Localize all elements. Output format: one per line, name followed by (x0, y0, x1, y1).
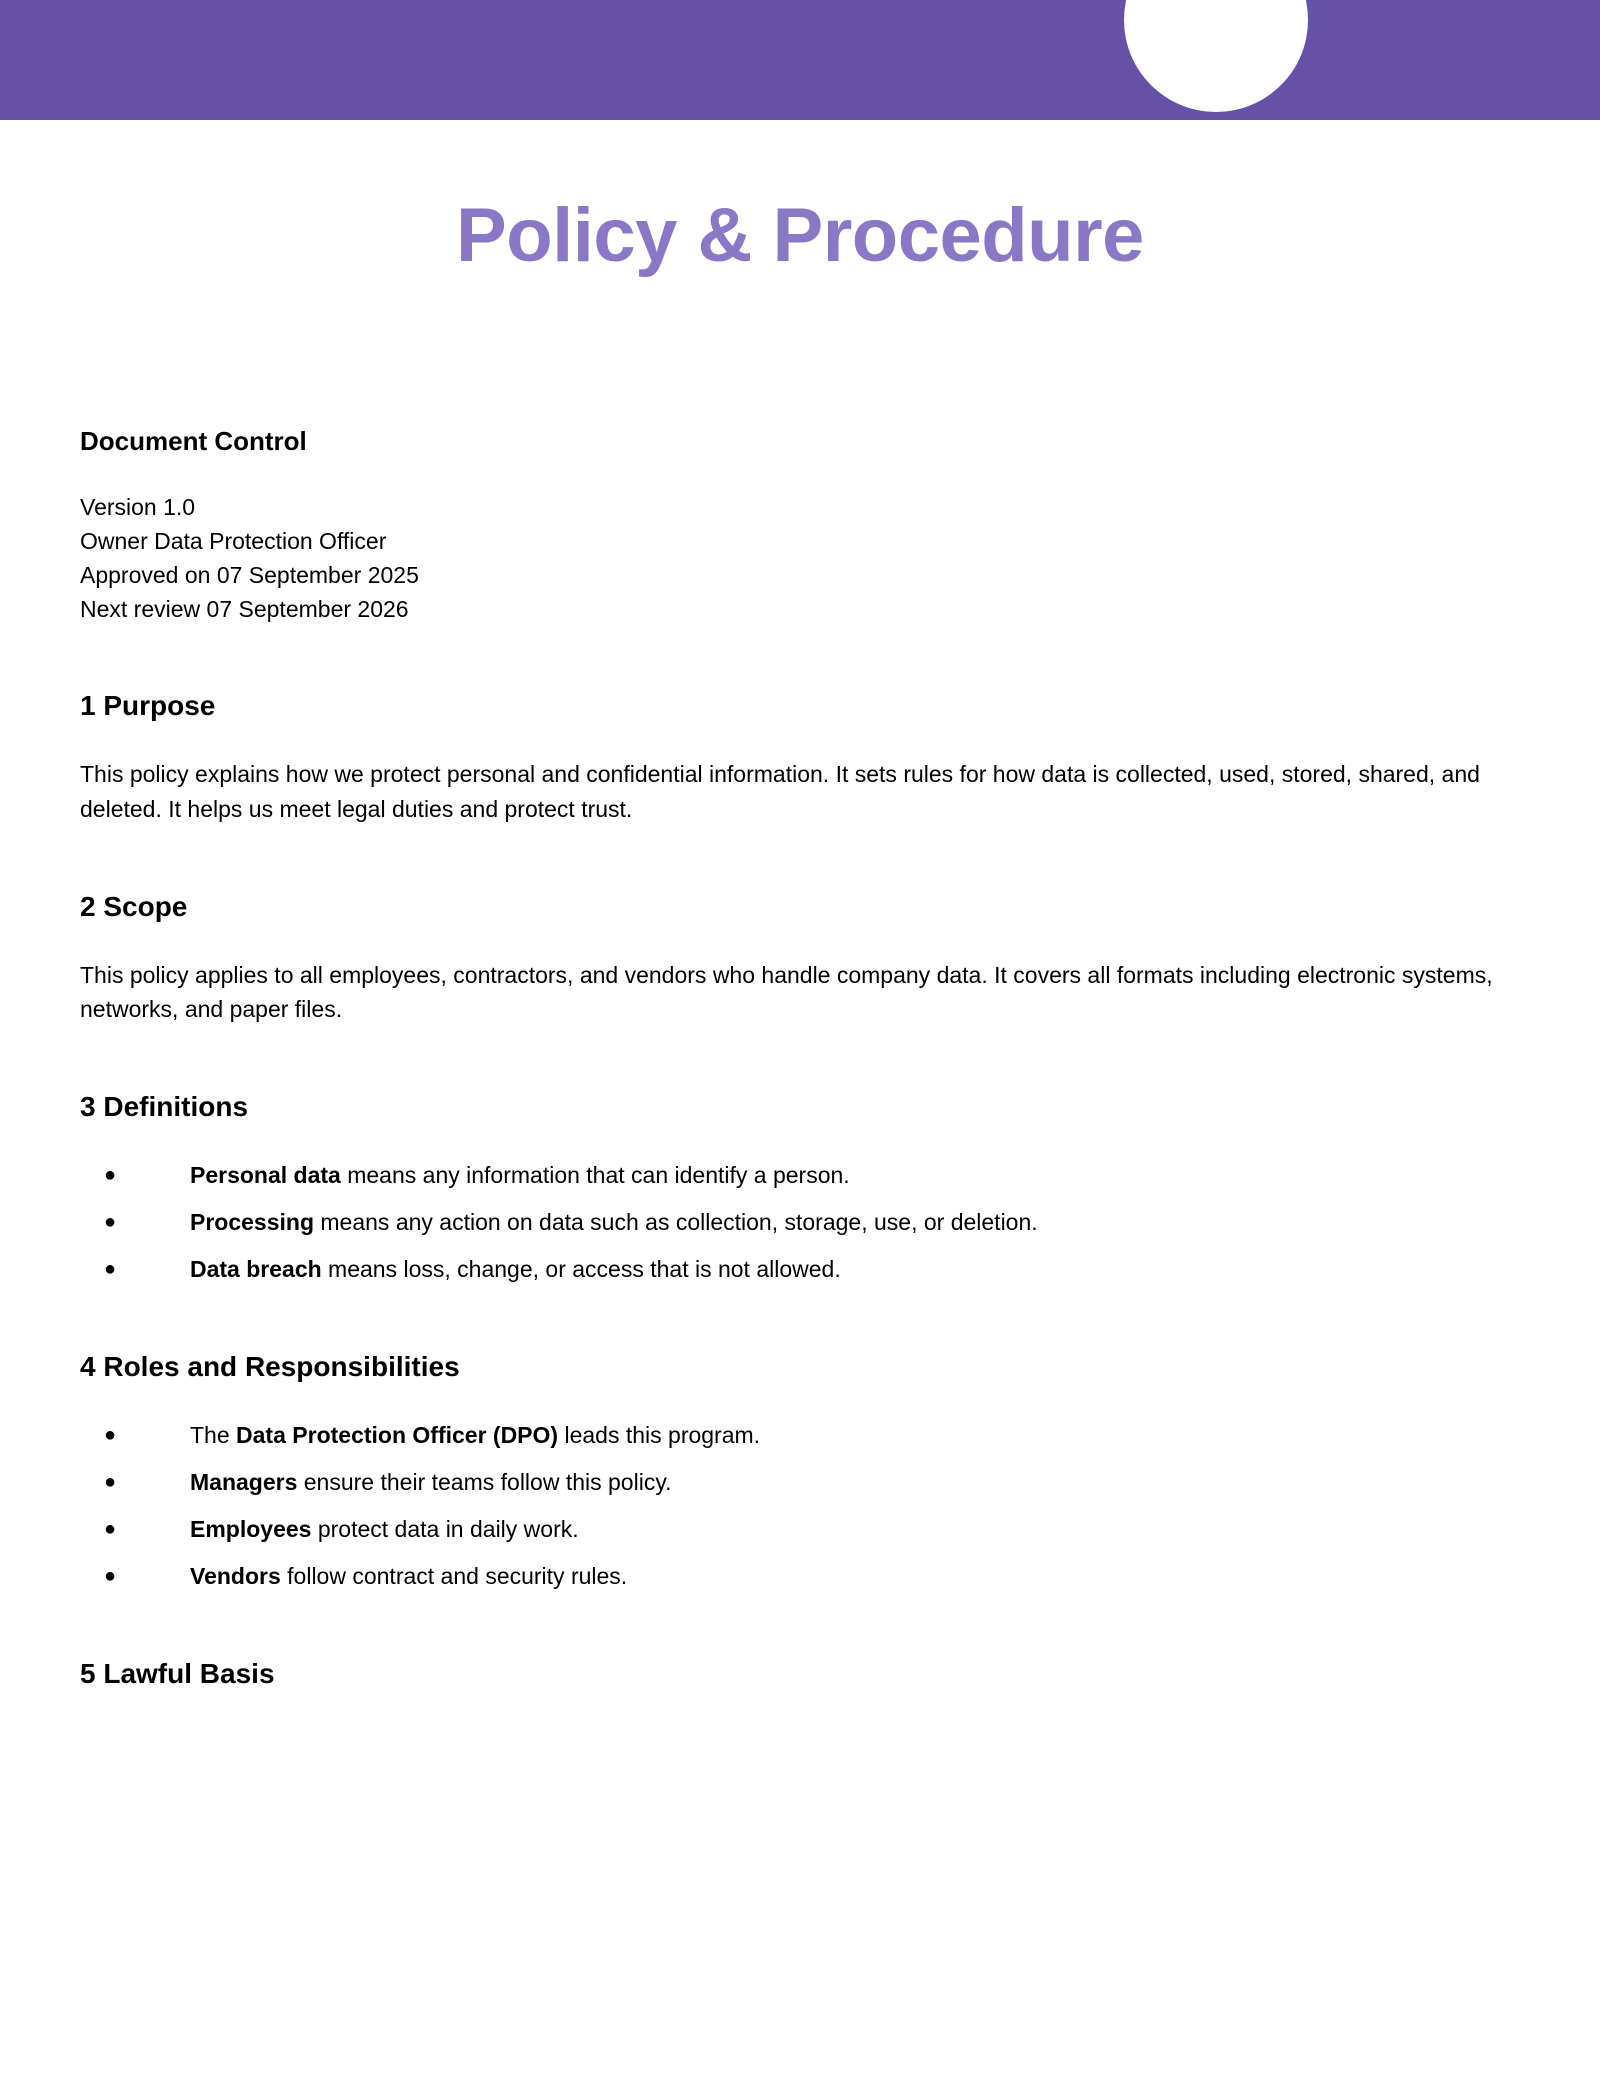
list-item (80, 1465, 1520, 1500)
meta-line-version: Version 1.0 (80, 493, 196, 520)
list-item (80, 1418, 1520, 1453)
list-item-term: Data breach (190, 1256, 322, 1283)
bullet-dot-icon: ● (104, 1518, 117, 1541)
definitions-list (80, 1158, 1520, 1287)
list-item-text: ensure their teams follow this policy. (297, 1469, 672, 1496)
list-item-term: Employees (190, 1516, 312, 1543)
page-title: Policy & Procedure (456, 193, 1144, 278)
list-item-text: means any action on data such as collection, storage, use, or deletion. (314, 1209, 1038, 1236)
list-item-text: protect data in daily work. (311, 1516, 579, 1543)
list-item-text: leads this program. (558, 1422, 761, 1449)
section-heading-definitions: 3 Definitions (80, 1091, 249, 1123)
section-scope (80, 889, 1520, 1028)
list-item-prefix: The (190, 1422, 237, 1449)
document-control-meta (80, 490, 1520, 626)
section-roles-responsibilities (80, 1349, 1520, 1594)
bullet-dot-icon: ● (104, 1424, 117, 1447)
list-item-term: Vendors (190, 1563, 281, 1590)
document-body (80, 425, 1520, 1691)
section-lawful-basis (80, 1656, 1520, 1691)
section-heading-purpose: 1 Purpose (80, 689, 216, 721)
roles-list (80, 1418, 1520, 1594)
purple-header-band (0, 0, 1600, 120)
list-item-text: means any information that can identify a person. (340, 1162, 850, 1189)
section-paragraph-scope: This policy applies to all employees, contractors, and vendors who handle company data. It covers all formats including electronic systems, networks, and paper files. (80, 961, 1493, 1023)
section-heading-roles-responsibilities: 4 Roles and Responsibilities (80, 1351, 460, 1383)
list-item-text: means loss, change, or access that is not allowed. (321, 1256, 841, 1283)
section-heading-lawful-basis: 5 Lawful Basis (80, 1658, 275, 1690)
section-definitions (80, 1089, 1520, 1287)
list-item-term: Managers (190, 1469, 298, 1496)
list-item-term: Data Protection Officer (DPO) (236, 1422, 559, 1449)
list-item-term: Processing (190, 1209, 314, 1236)
meta-line-owner: Owner Data Protection Officer (80, 527, 387, 554)
list-item-text: follow contract and security rules. (280, 1563, 628, 1590)
list-item (80, 1559, 1520, 1594)
bullet-dot-icon: ● (104, 1258, 117, 1281)
document-control-heading: Document Control (80, 426, 307, 456)
meta-line-next-review: Next review 07 September 2026 (80, 595, 409, 622)
section-heading-scope: 2 Scope (80, 890, 188, 922)
list-item-term: Personal data (190, 1162, 341, 1189)
section-purpose (80, 688, 1520, 827)
bullet-dot-icon: ● (104, 1164, 117, 1187)
bullet-dot-icon: ● (104, 1565, 117, 1588)
bullet-dot-icon: ● (104, 1471, 117, 1494)
list-item (80, 1158, 1520, 1193)
list-item (80, 1512, 1520, 1547)
list-item (80, 1252, 1520, 1287)
white-circle-accent (1124, 0, 1308, 112)
section-paragraph-purpose: This policy explains how we protect personal and confidential information. It sets rules for how data is collected, used, stored, shared, and deleted. It helps us meet legal duties and protect trust. (80, 760, 1480, 822)
bullet-dot-icon: ● (104, 1211, 117, 1234)
list-item (80, 1205, 1520, 1240)
meta-line-approved: Approved on 07 September 2025 (80, 561, 419, 588)
